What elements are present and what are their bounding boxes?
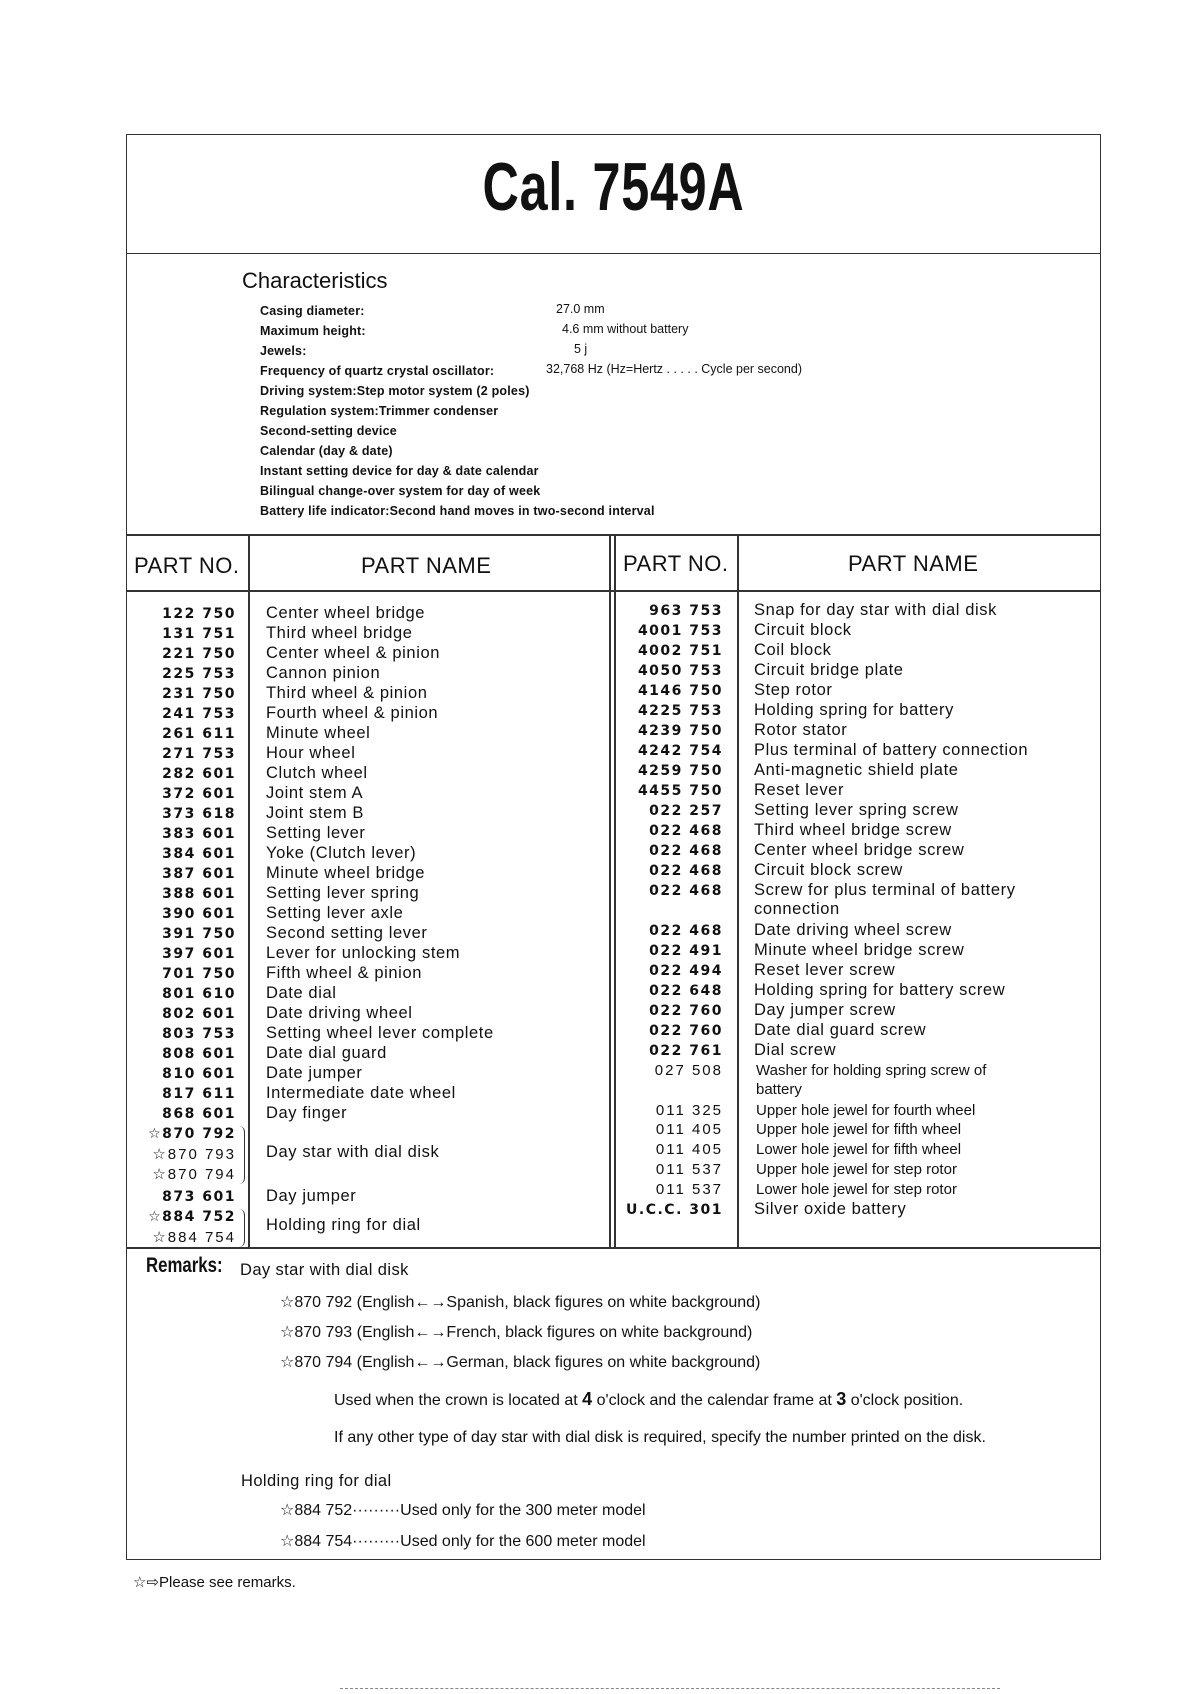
- part-name: Fifth wheel & pinion: [266, 964, 422, 982]
- part-name: Joint stem A: [266, 784, 364, 802]
- part-name: Day finger: [266, 1104, 348, 1122]
- remarks-item: ☆870 792 (English←→Spanish, black figures on white background): [280, 1294, 761, 1311]
- part-no: 803 753: [162, 1026, 236, 1042]
- part-no: 963 753: [649, 603, 723, 619]
- part-name: Center wheel bridge screw: [754, 841, 965, 859]
- part-name: Upper hole jewel for fourth wheel: [756, 1102, 976, 1119]
- jewels-value: 5 j: [574, 342, 588, 356]
- remarks-other-note: If any other type of day star with dial disk is required, specify the number printed on the disk.: [334, 1429, 986, 1446]
- part-no-starred: ☆884 752: [148, 1209, 236, 1225]
- group-brace: [238, 1126, 245, 1184]
- part-no: 261 611: [162, 726, 236, 742]
- remarks-label: Remarks:: [146, 1254, 223, 1277]
- part-no: 231 750: [162, 686, 236, 702]
- remarks-day-star-heading: Day star with dial disk: [240, 1261, 409, 1279]
- part-name: Dial screw: [754, 1041, 837, 1059]
- char-line: Bilingual change-over system for day of week: [260, 484, 541, 498]
- text: o'clock and the calendar frame at: [596, 1392, 832, 1409]
- part-no: 4225 753: [637, 703, 723, 719]
- part-name: Lower hole jewel for fifth wheel: [756, 1141, 962, 1158]
- number: 3: [836, 1389, 847, 1409]
- part-no-starred: ☆884 754: [152, 1229, 236, 1246]
- part-name: Intermediate date wheel: [266, 1084, 456, 1102]
- remarks-item: ☆884 754·········Used only for the 600 meter model: [280, 1533, 646, 1550]
- part-no: 4239 750: [637, 723, 723, 739]
- table-bottom: [126, 1247, 1101, 1249]
- part-name: Hour wheel: [266, 744, 356, 762]
- part-no: 022 468: [649, 843, 723, 859]
- part-no: 4259 750: [637, 763, 723, 779]
- part-no: 022 468: [649, 823, 723, 839]
- part-no: 397 601: [162, 946, 236, 962]
- part-name: Circuit bridge plate: [754, 661, 904, 679]
- part-name: Center wheel & pinion: [266, 644, 441, 662]
- part-name: Yoke (Clutch lever): [266, 844, 417, 862]
- part-name-continued: battery: [756, 1081, 802, 1098]
- part-no: 388 601: [162, 886, 236, 902]
- caliber-title: Cal. 7549A: [482, 149, 745, 225]
- part-name: Upper hole jewel for fifth wheel: [756, 1121, 962, 1138]
- part-name: Joint stem B: [266, 804, 364, 822]
- part-no: 011 537: [655, 1161, 723, 1178]
- casing-label: Casing diameter:: [260, 304, 365, 318]
- part-name: Holding spring for battery screw: [754, 981, 1006, 999]
- part-no: 241 753: [162, 706, 236, 722]
- part-name: Snap for day star with dial disk: [754, 601, 997, 619]
- part-no: 373 618: [162, 806, 236, 822]
- part-name: Washer for holding spring screw of: [756, 1062, 987, 1079]
- part-no-starred: ☆870 794: [152, 1166, 236, 1183]
- part-name: Minute wheel bridge screw: [754, 941, 965, 959]
- part-name: Date dial: [266, 984, 337, 1002]
- part-no: 122 750: [162, 606, 236, 622]
- char-line: Regulation system:Trimmer condenser: [260, 404, 499, 418]
- part-no: 384 601: [162, 846, 236, 862]
- header-part-no: PART NO.: [623, 551, 729, 576]
- part-name: Silver oxide battery: [754, 1200, 907, 1218]
- column-divider: [737, 534, 739, 1248]
- part-name: Reset lever: [754, 781, 845, 799]
- part-name: Anti-magnetic shield plate: [754, 761, 959, 779]
- part-name: Day jumper: [266, 1187, 357, 1205]
- part-no: 022 494: [649, 963, 723, 979]
- part-no: 131 751: [162, 626, 236, 642]
- part-no: 221 750: [162, 646, 236, 662]
- part-name: Circuit block: [754, 621, 852, 639]
- characteristics-heading: Characteristics: [242, 268, 388, 293]
- part-no: 868 601: [162, 1106, 236, 1122]
- part-no: 027 508: [654, 1062, 723, 1079]
- frequency-label: Frequency of quartz crystal oscillator:: [260, 364, 495, 378]
- part-no: 701 750: [162, 966, 236, 982]
- title-box: [126, 134, 1101, 254]
- part-name: Center wheel bridge: [266, 604, 426, 622]
- part-name: Holding spring for battery: [754, 701, 954, 719]
- part-no: 225 753: [162, 666, 236, 682]
- part-no: 801 610: [162, 986, 236, 1002]
- part-name: Lever for unlocking stem: [266, 944, 461, 962]
- part-name: Coil block: [754, 641, 832, 659]
- part-name: Third wheel bridge: [266, 624, 413, 642]
- remarks-item: ☆884 752·········Used only for the 300 meter model: [280, 1502, 646, 1519]
- remarks-crown-note: [334, 1389, 963, 1410]
- text: o'clock position.: [850, 1392, 964, 1409]
- page-edge-marks: [340, 1688, 1000, 1690]
- column-divider: [248, 534, 250, 1248]
- part-name: Minute wheel bridge: [266, 864, 426, 882]
- part-name: Upper hole jewel for step rotor: [756, 1161, 957, 1178]
- part-name: Setting lever: [266, 824, 366, 842]
- part-name: Day star with dial disk: [266, 1143, 440, 1161]
- part-name: Screw for plus terminal of battery: [754, 881, 1016, 899]
- part-no: 011 405: [655, 1121, 723, 1138]
- part-name: Date driving wheel: [266, 1004, 413, 1022]
- part-no-starred: ☆870 793: [152, 1146, 236, 1163]
- part-no: 4050 753: [637, 663, 723, 679]
- part-no: 390 601: [162, 906, 236, 922]
- part-no: 011 325: [655, 1102, 723, 1119]
- part-no: 817 611: [162, 1086, 236, 1102]
- part-no: 022 468: [649, 923, 723, 939]
- part-name: Setting lever spring screw: [754, 801, 959, 819]
- part-no: 810 601: [162, 1066, 236, 1082]
- part-name: Third wheel & pinion: [266, 684, 428, 702]
- part-name: Setting lever axle: [266, 904, 404, 922]
- part-name: Cannon pinion: [266, 664, 381, 682]
- part-no: 4242 754: [637, 743, 723, 759]
- part-name: Fourth wheel & pinion: [266, 704, 439, 722]
- part-no: 4002 751: [637, 643, 723, 659]
- part-no: 022 761: [649, 1043, 723, 1059]
- part-no: 372 601: [162, 786, 236, 802]
- part-name: Date dial guard: [266, 1044, 387, 1062]
- part-no: 873 601: [162, 1189, 236, 1205]
- height-value: 4.6 mm without battery: [562, 322, 689, 336]
- part-no: 4001 753: [637, 623, 723, 639]
- frequency-value: 32,768 Hz (Hz=Hertz . . . . . Cycle per second): [546, 362, 802, 376]
- part-no: 4146 750: [637, 683, 723, 699]
- part-name: Date dial guard screw: [754, 1021, 927, 1039]
- part-no: 802 601: [162, 1006, 236, 1022]
- column-divider: [609, 534, 611, 1248]
- casing-value: 27.0 mm: [556, 302, 605, 316]
- part-name: Plus terminal of battery connection: [754, 741, 1029, 759]
- header-part-name: PART NAME: [361, 553, 492, 578]
- jewels-label: Jewels:: [260, 344, 307, 358]
- part-no: 022 760: [649, 1003, 723, 1019]
- header-part-no: PART NO.: [134, 553, 240, 578]
- part-name: Third wheel bridge screw: [754, 821, 952, 839]
- remarks-ring-heading: Holding ring for dial: [241, 1472, 392, 1490]
- part-no: 022 468: [649, 863, 723, 879]
- part-name: Date driving wheel screw: [754, 921, 952, 939]
- part-no: U.C.C. 301: [626, 1202, 723, 1218]
- part-no: 022 257: [649, 803, 723, 819]
- header-divider: [126, 590, 1101, 592]
- height-label: Maximum height:: [260, 324, 366, 338]
- part-no: 022 760: [649, 1023, 723, 1039]
- text: Used when the crown is located at: [334, 1392, 578, 1409]
- header-part-name: PART NAME: [848, 551, 979, 576]
- char-line: Driving system:Step motor system (2 poles): [260, 384, 530, 398]
- part-name: Setting wheel lever complete: [266, 1024, 494, 1042]
- part-no: 387 601: [162, 866, 236, 882]
- part-no: 391 750: [162, 926, 236, 942]
- remarks-item: ☆870 794 (English←→German, black figures on white background): [280, 1354, 761, 1371]
- part-name: Second setting lever: [266, 924, 428, 942]
- part-no: 808 601: [162, 1046, 236, 1062]
- part-no: 383 601: [162, 826, 236, 842]
- part-name: Date jumper: [266, 1064, 363, 1082]
- characteristics-section: [126, 254, 1101, 534]
- part-name: Minute wheel: [266, 724, 371, 742]
- part-name: Setting lever spring: [266, 884, 420, 902]
- group-brace: [238, 1209, 245, 1247]
- part-name: Reset lever screw: [754, 961, 896, 979]
- part-no: 271 753: [162, 746, 236, 762]
- part-no: 282 601: [162, 766, 236, 782]
- part-no: 011 405: [655, 1141, 723, 1158]
- char-line: Instant setting device for day & date calendar: [260, 464, 539, 478]
- part-no-starred: ☆870 792: [148, 1126, 236, 1142]
- part-no: 011 537: [655, 1181, 723, 1198]
- part-no: 022 648: [649, 983, 723, 999]
- part-no: 4455 750: [637, 783, 723, 799]
- part-name: Lower hole jewel for step rotor: [756, 1181, 957, 1198]
- part-name: Clutch wheel: [266, 764, 368, 782]
- part-name: Step rotor: [754, 681, 833, 699]
- column-divider: [614, 534, 616, 1248]
- footnote: ☆⇨Please see remarks.: [133, 1574, 296, 1591]
- part-name-continued: connection: [754, 900, 840, 918]
- part-name: Holding ring for dial: [266, 1216, 421, 1234]
- remarks-item: ☆870 793 (English←→French, black figures on white background): [280, 1324, 753, 1341]
- part-name: Circuit block screw: [754, 861, 903, 879]
- part-no: 022 491: [649, 943, 723, 959]
- char-line: Battery life indicator:Second hand moves in two-second interval: [260, 504, 655, 518]
- part-name: Day jumper screw: [754, 1001, 896, 1019]
- char-line: Second-setting device: [260, 424, 397, 438]
- part-no: 022 468: [649, 883, 723, 899]
- number: 4: [582, 1389, 593, 1409]
- part-name: Rotor stator: [754, 721, 848, 739]
- char-line: Calendar (day & date): [260, 444, 393, 458]
